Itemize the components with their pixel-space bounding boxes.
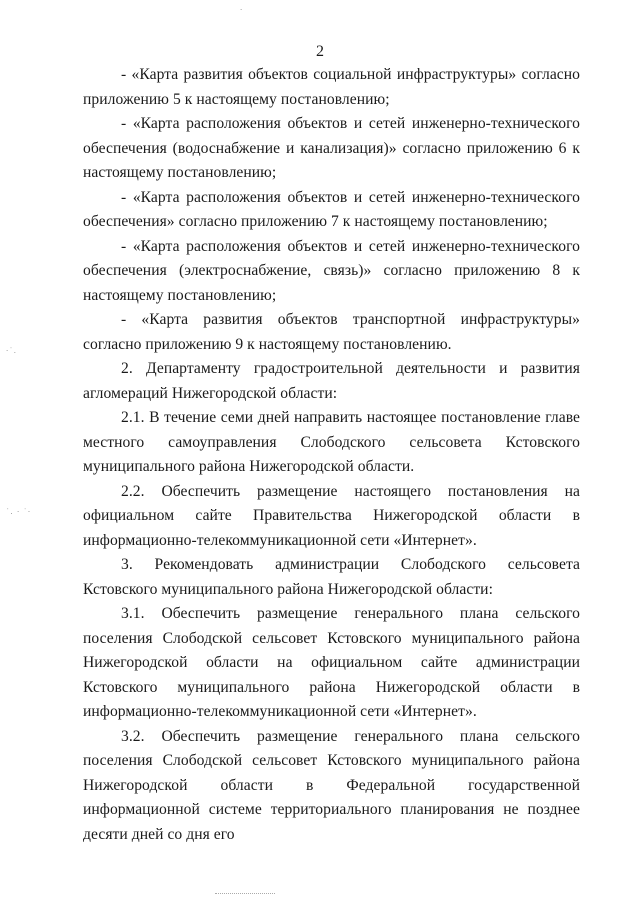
paragraph-item-3-1: 3.1. Обеспечить размещение генерального плана сельского поселения Слободской сельсовет Кстовского муниципального района Нижегородской области на официальном сайте администрации Кстовского муниципального района Нижегородской области в информационно-телекоммуникационной сети «Интернет». bbox=[83, 605, 580, 720]
scan-speck: ·˙. bbox=[6, 347, 17, 355]
paragraph-appendix-8: - «Карта расположения объектов и сетей инженерно-технического обеспечения (электроснабжение, связь)» согласно приложению 8 к настоящему постановлению; bbox=[83, 237, 580, 304]
paragraph-appendix-6: - «Карта расположения объектов и сетей инженерно-технического обеспечения (водоснабжение и канализация)» согласно приложению 6 к настоящему постановлению; bbox=[83, 115, 580, 181]
paragraph-appendix-5: - «Карта развития объектов социальной инфраструктуры» согласно приложению 5 к настоящему постановлению; bbox=[83, 66, 580, 108]
paragraph-item-2-1: 2.1. В течение семи дней направить настоящее постановление главе местного самоуправления Слободского сельсовета Кстовского муниципального района Нижегородской области. bbox=[83, 409, 580, 475]
paragraph-item-3-2: 3.2. Обеспечить размещение генерального плана сельского поселения Слободской сельсовет Кстовского муниципального района Нижегородской области в Федеральной государственной информационной системе территориального планирования не позднее десяти дней со дня его bbox=[83, 727, 580, 843]
paragraph-appendix-9: - «Карта развития объектов транспортной инфраструктуры» согласно приложению 9 к настоящему постановлению. bbox=[83, 311, 580, 353]
paragraph-item-3: 3. Рекомендовать администрации Слободского сельсовета Кстовского муниципального района Нижегородской области: bbox=[83, 556, 580, 598]
scan-speck: · bbox=[240, 6, 244, 14]
paragraph-appendix-7: - «Карта расположения объектов и сетей инженерно-технического обеспечения» согласно приложению 7 к настоящему постановлению; bbox=[83, 188, 580, 230]
scan-speck: ˙. · ˙· bbox=[6, 508, 32, 516]
paragraph-item-2: 2. Департаменту градостроительной деятельности и развития агломераций Нижегородской области: bbox=[83, 360, 580, 402]
document-body bbox=[83, 63, 580, 847]
page-number: 2 bbox=[316, 43, 324, 60]
paragraph-item-2-2: 2.2. Обеспечить размещение настоящего постановления на официальном сайте Правительства Нижегородской области в информационно-телекоммуникационной сети «Интернет». bbox=[83, 482, 580, 549]
scan-artifact-line bbox=[215, 893, 275, 894]
